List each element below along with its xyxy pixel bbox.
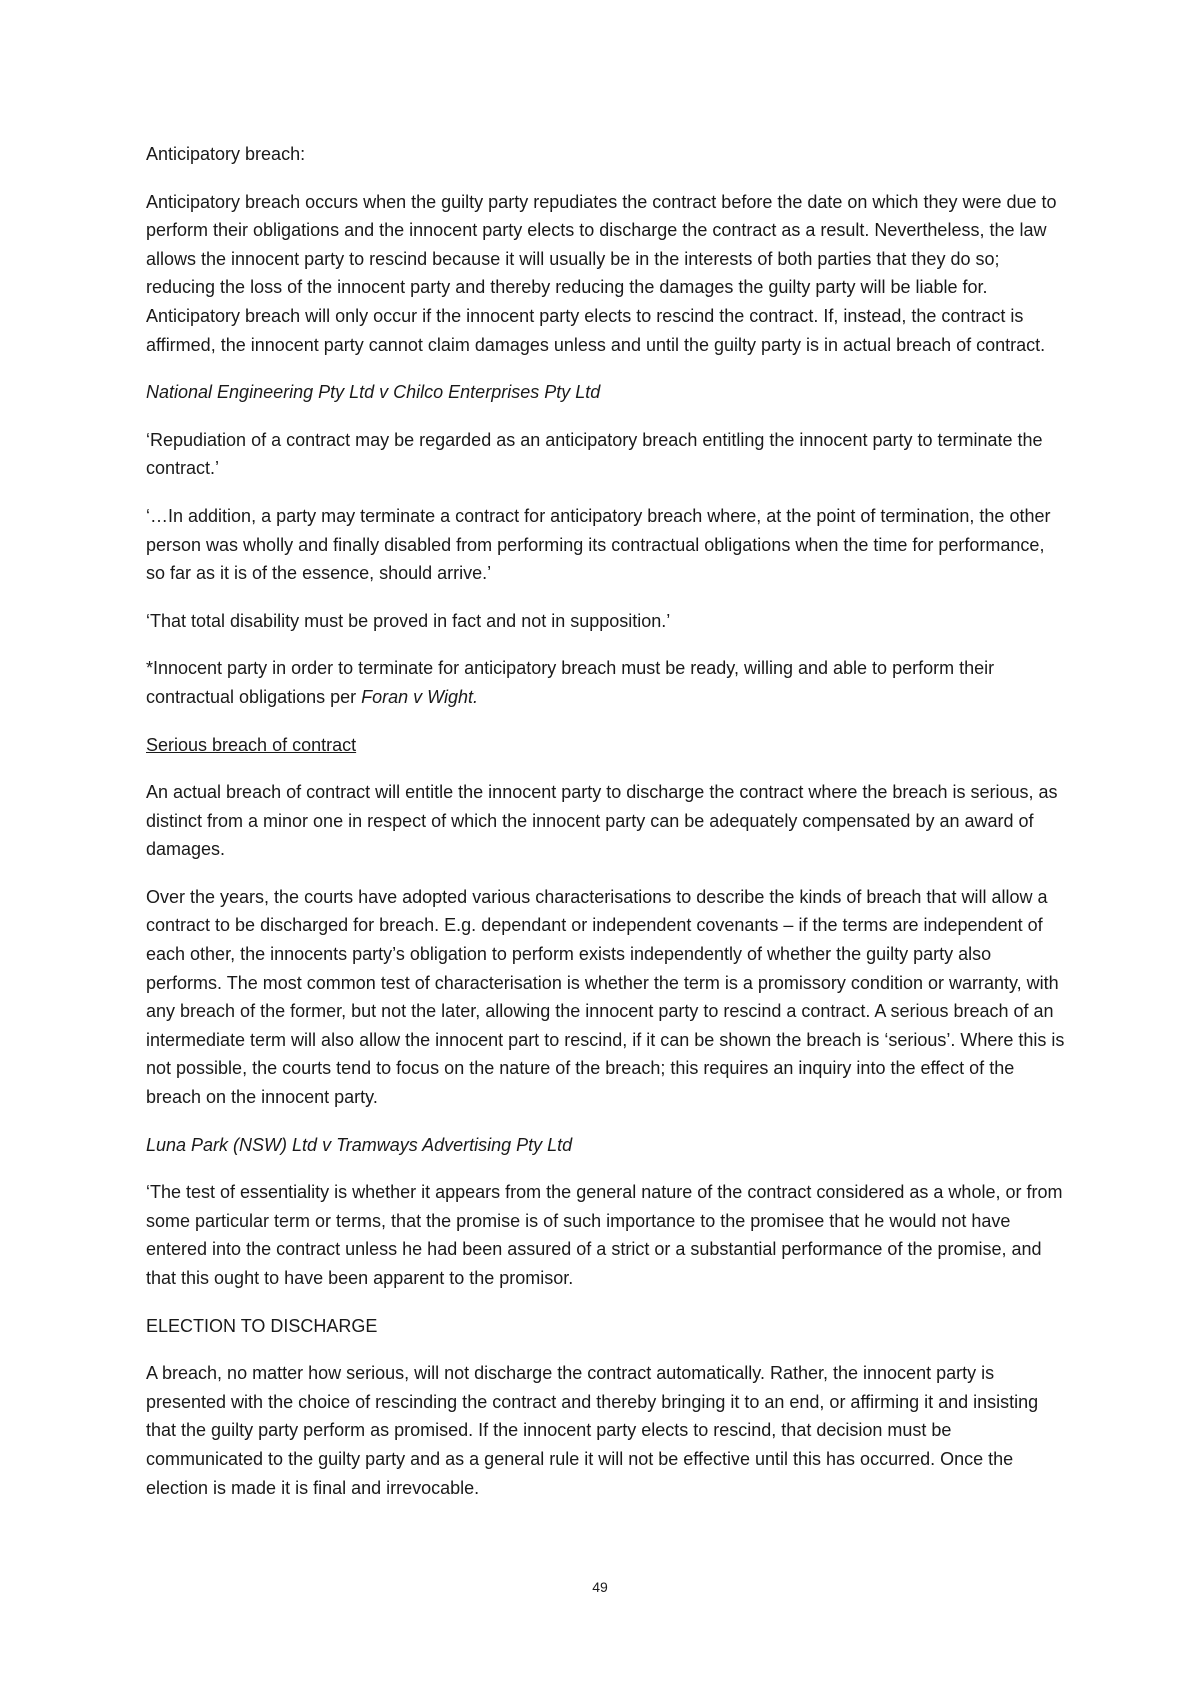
- case-name-national-engineering: National Engineering Pty Ltd v Chilco Enterprises Pty Ltd: [146, 382, 601, 403]
- serious-breach-paragraph-2: Over the years, the courts have adopted various characterisations to describe the kinds of breach that will allow a contract to be discharged for breach. E.g. dependant or independent covenants – if the terms are independent of each other, the innocents party’s obligation to perform exists independently of whether the guilty party also performs. The most common test of characterisation is whether the term is a promissory condition or warranty, with any breach of the former, but not the later, allowing the innocent party to rescind a contract. A serious breach of an intermediate term will also allow the innocent part to rescind, if it can be shown the breach is ‘serious’. Where this is not possible, the courts tend to focus on the nature of the breach; this requires an inquiry into the effect of the breach on the innocent party.: [146, 886, 1065, 1108]
- serious-breach-heading: Serious breach of contract: [146, 734, 357, 755]
- case-name-foran-v-wight: Foran v Wight.: [361, 686, 479, 707]
- serious-breach-paragraph-1: An actual breach of contract will entitle the innocent party to discharge the contract where the breach is serious, as distinct from a minor one in respect of which the innocent party can be adequately compensated by an award of damages.: [146, 782, 1058, 860]
- quote-test-of-essentiality: ‘The test of essentiality is whether it appears from the general nature of the contract considered as a whole, or from some particular term or terms, that the promise is of such importance to the promisee that he would not have entered into the contract unless he had been assured of a strict or a substantial performance of the promise, and that this ought to have been apparent to the promisor.: [146, 1182, 1063, 1288]
- note-text: *Innocent party in order to terminate for anticipatory breach must be ready, willing and able to perform their contractual obligations per: [146, 658, 995, 707]
- anticipatory-breach-paragraph: Anticipatory breach occurs when the guilty party repudiates the contract before the date on which they were due to perform their obligations and the innocent party elects to discharge the contract as a result. Nevertheless, the law allows the innocent party to rescind because it will usually be in the interests of both parties that they do so; reducing the loss of the innocent party and thereby reducing the damages the guilty party will be liable for. Anticipatory breach will only occur if the innocent party elects to rescind the contract. If, instead, the contract is affirmed, the innocent party cannot claim damages unless and until the guilty party is in actual breach of contract.: [146, 191, 1057, 355]
- quote-wholly-disabled: ‘…In addition, a party may terminate a contract for anticipatory breach where, at the point of termination, the other person was wholly and finally disabled from performing its contractual obligations when the time for performance, so far as it is of the essence, should arrive.’: [146, 505, 1051, 584]
- note-ready-willing-able: [146, 654, 1066, 711]
- quote-total-disability: ‘That total disability must be proved in fact and not in supposition.’: [146, 610, 671, 631]
- anticipatory-breach-heading: Anticipatory breach:: [146, 144, 306, 164]
- quote-repudiation: ‘Repudiation of a contract may be regarded as an anticipatory breach entitling the innocent party to terminate the contract.’: [146, 429, 1043, 479]
- page-number: 49: [592, 1579, 608, 1595]
- election-to-discharge-heading: ELECTION TO DISCHARGE: [146, 1315, 378, 1336]
- document-body: [146, 140, 1066, 1521]
- election-to-discharge-paragraph: A breach, no matter how serious, will not discharge the contract automatically. Rather, the innocent party is presented with the choice of rescinding the contract and thereby bringing it to an end, or affirming it and insisting that the guilty party perform as promised. If the innocent party elects to rescind, that decision must be communicated to the guilty party and as a general rule it will not be effective until this has occurred. Once the election is made it is final and irrevocable.: [146, 1363, 1039, 1498]
- case-name-luna-park: Luna Park (NSW) Ltd v Tramways Advertising Pty Ltd: [146, 1134, 573, 1155]
